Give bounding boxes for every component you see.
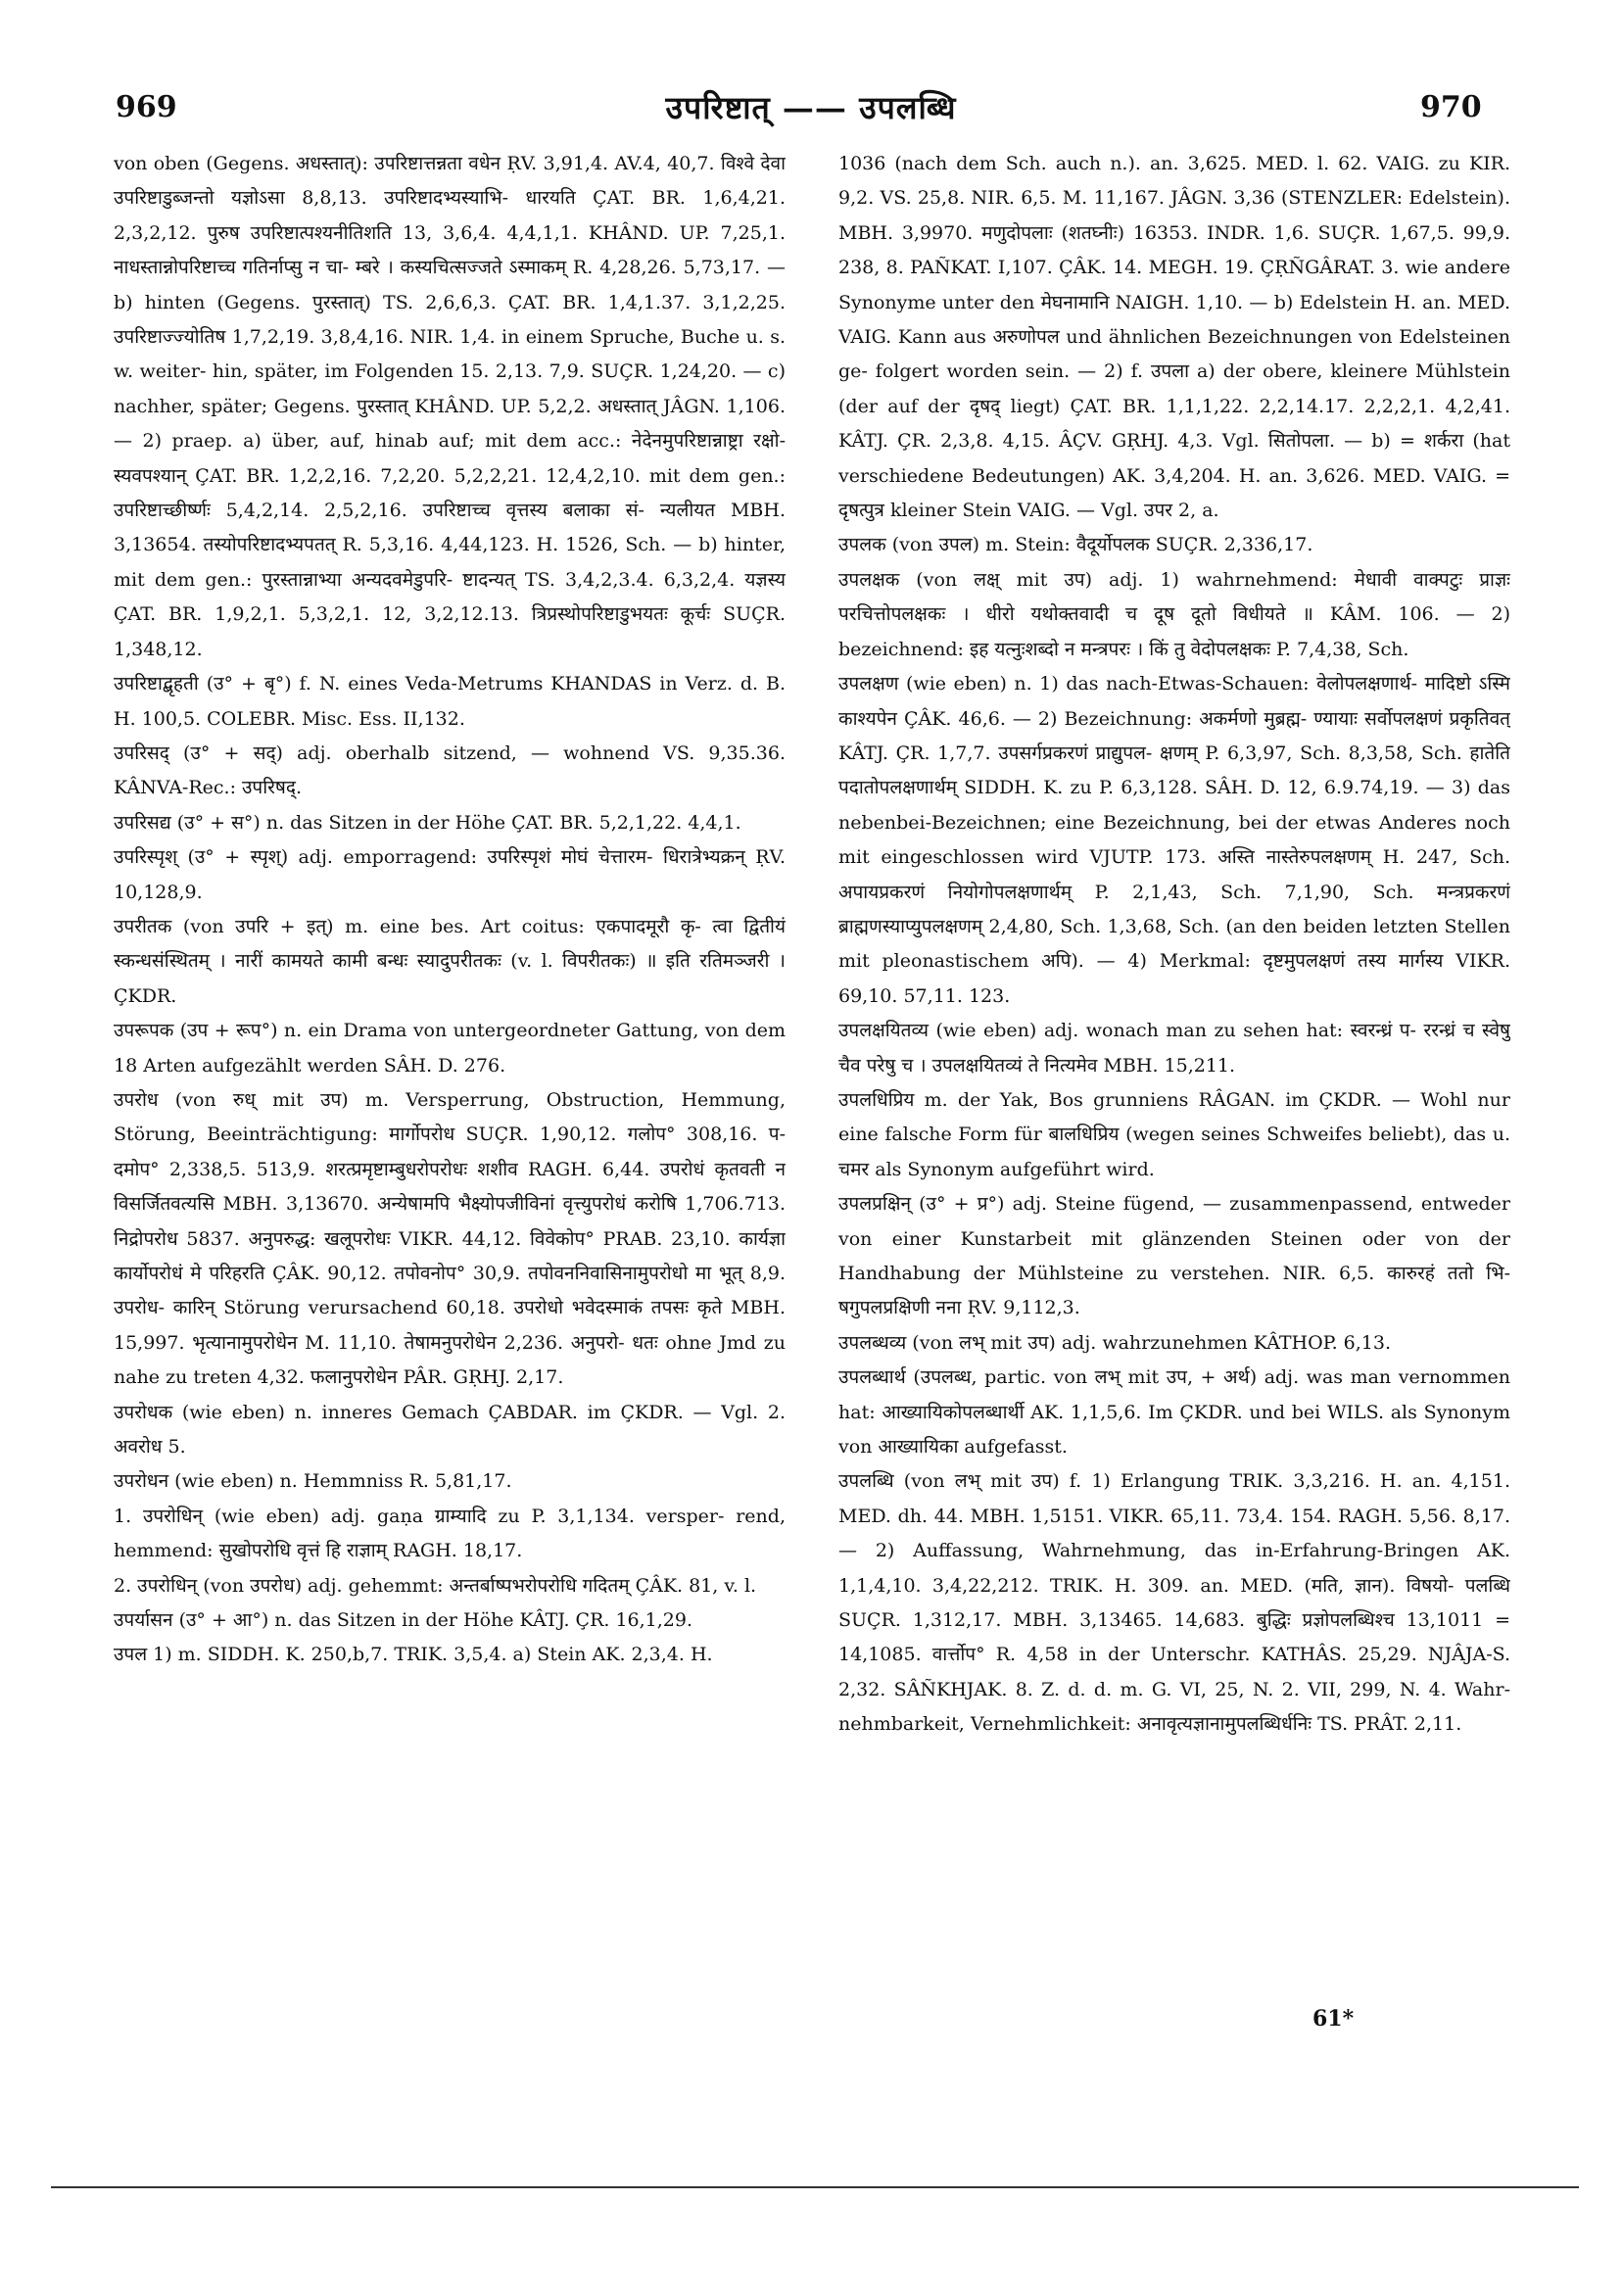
dictionary-entry: उपरीतक (von उपरि + इत्) m. eine bes. Art coitus: एकपादमूरौ कृ- त्वा द्वितीयं स्कन्धसंस्थितम् । नारीं कामयते कामी बन्धः स्यादुपरीतकः (v. l. विपरीतकः) ॥ इति रतिमञ्जरी । ÇKDR. xyxy=(114,915,786,1007)
dictionary-entry: उपलधिप्रिय m. der Yak, Bos grunniens RÂGAN. im ÇKDR. — Wohl nur eine falsche Form für बालधिप्रिय (wegen seines Schweifes beliebt), das u. चमर als Synonym aufgeführt wird. xyxy=(838,1088,1510,1180)
running-head: उपरिष्टात् —— उपलब्धि xyxy=(665,89,957,126)
signature-mark: 61* xyxy=(1312,2006,1355,2032)
right-column xyxy=(838,147,1510,2037)
dictionary-entry: उपरोध (von रुध् mit उप) m. Versperrung, Obstruction, Hemmung, Störung, Beeinträchtigung: मार्गोपरोध SUÇR. 1,90,12. गलोप° 308,16. प- दमोप° 2,338,5. 513,9. शरत्प्रमृष्टाम्बुधरोपरोधः शशीव RAGH. 6,44. उपरोधं कृतवती न विसर्जितवत्यसि MBH. 3,13670. अन्येषामपि भैक्ष्योपजीविनां वृत्त्युपरोधं करोषि 1,706.713. निद्रोपरोध 5837. अनुपरुद्ध: खलूपरोधः VIKR. 44,12. विवेकोप° PRAB. 23,10. कार्यज्ञा कार्योपरोधं मे परिहरति ÇÂK. 90,12. तपोवनोप° 30,9. तपोवननिवासिनामुपरोधो मा भूत् 8,9. उपरोध- कारिन् Störung verursachend 60,18. उपरोधो भवेदस्माकं तपसः कृते MBH. 15,997. भृत्यानामुपरोधेन M. 11,10. तेषामनुपरोधेन 2,236. अनुपरो- धतः ohne Jmd zu nahe zu treten 4,32. फलानुपरोधेन PÂR. GṚHJ. 2,17. xyxy=(114,1088,786,1389)
dictionary-entry: उपरोधन (wie eben) n. Hemmniss R. 5,81,17. xyxy=(114,1470,512,1493)
dictionary-entry: उपरिष्टाद्बृहती (उ° + बृ°) f. N. eines Veda-Metrums KHANDAS in Verz. d. B. H. 100,5. COLEBR. Misc. Ess. II,132. xyxy=(114,673,786,730)
dictionary-entry: उपरिसद्य (उ° + स°) n. das Sitzen in der Höhe ÇAT. BR. 5,2,1,22. 4,4,1. xyxy=(114,811,741,834)
dictionary-entry: उपरिसद् (उ° + सद्) adj. oberhalb sitzend, — wohnend VS. 9,35.36. KÂNVA-Rec.: उपरिषद्. xyxy=(114,741,786,799)
left-page-number: 969 xyxy=(116,90,177,124)
dictionary-entry: उपरूपक (उप + रूप°) n. ein Drama von untergeordneter Gattung, von dem 18 Arten aufgezählt werden SÂH. D. 276. xyxy=(114,1020,786,1076)
dictionary-entry: 1. उपरोधिन् (wie eben) adj. gaṇa ग्राम्यादि zu P. 3,1,134. versper- rend, hemmend: सुखोपरोधि वृत्तं हि राज्ञाम् RAGH. 18,17. xyxy=(114,1505,786,1562)
dictionary-entry: उपलब्धव्य (von लभ् mit उप) adj. wahrzunehmen KÂTHOP. 6,13. xyxy=(838,1331,1392,1354)
bottom-rule xyxy=(51,2186,1579,2188)
dictionary-entry: उपलक्षयितव्य (wie eben) adj. wonach man zu sehen hat: स्वरन्ध्रं प- ररन्ध्रं च स्वेषु चैव परेषु च । उपलक्षयितव्यं ते नित्यमेव MBH. 15,211. xyxy=(838,1020,1510,1076)
dictionary-entry: उपल 1) m. SIDDH. K. 250,b,7. TRIK. 3,5,4. a) Stein AK. 2,3,4. H. xyxy=(114,1644,713,1666)
dictionary-entry: 1036 (nach dem Sch. auch n.). an. 3,625. MED. l. 62. VAIG. zu KIR. 9,2. VS. 25,8. NIR. 6,5. M. 11,167. JÂGN. 3,36 (STENZLER: Edelstein). MBH. 3,9970. मणुदोपलाः (शतघ्नीः) 16353. INDR. 1,6. SUÇR. 1,67,5. 99,9. 238, 8. PAÑKAT. I,107. ÇÂK. 14. MEGH. 19. ÇṚÑGÂRAT. 3. wie andere Synonyme unter den मेघनामानि NAIGH. 1,10. — b) Edelstein H. an. MED. VAIG. Kann aus अरुणोपल und ähnlichen Bezeichnungen von Edelsteinen ge- folgert worden sein. — 2) f. उपला a) der obere, kleinere Mühlstein (der auf der दृषद् liegt) ÇAT. BR. 1,1,1,22. 2,2,14.17. 2,2,2,1. 4,2,41. KÂTJ. ÇR. 2,3,8. 4,15. ÂÇV. GṚHJ. 4,3. Vgl. सितोपला. — b) = शर्करा (hat verschiedene Bedeutungen) AK. 3,4,204. H. an. 3,626. MED. VAIG. = दृषत्पुत्र kleiner Stein VAIG. — Vgl. उपर 2, a. xyxy=(838,153,1510,522)
dictionary-entry: उपलक्षक (von लक्ष् mit उप) adj. 1) wahrnehmend: मेधावी वाक्पटुः प्राज्ञः परचित्तोपलक्षकः । धीरो यथोक्तवादी च दूष दूतो विधीयते ॥ KÂM. 106. — 2) bezeichnend: इह यत्नुःशब्दो न मन्त्रपरः । किं तु वेदोपलक्षकः P. 7,4,38, Sch. xyxy=(838,568,1510,660)
dictionary-entry: उपलप्रक्षिन् (उ° + प्र°) adj. Steine fügend, — zusammenpassend, entweder von einer Kunstarbeit mit glänzenden Steinen oder von der Handhabung der Mühlsteine zu verstehen. NIR. 6,5. कारुरहं ततो भि- षगुपलप्रक्षिणी नना ṚV. 9,112,3. xyxy=(838,1193,1510,1319)
dictionary-entry: उपलक्षण (wie eben) n. 1) das nach-Etwas-Schauen: वेलोपलक्षणार्थ- मादिष्टो ऽस्मि काश्यपेन ÇÂK. 46,6. — 2) Bezeichnung: अकर्मणो मुब्रह्म- ण्यायाः सर्वोपलक्षणं प्रकृतिवत् KÂTJ. ÇR. 1,7,7. उपसर्गप्रकरणं प्राद्युपल- क्षणम् P. 6,3,97, Sch. 8,3,58, Sch. हातेति पदातोपलक्षणार्थम् SIDDH. K. zu P. 6,3,128. SÂH. D. 12, 6.9.74,19. — 3) das nebenbei-Bezeichnen; eine Bezeichnung, bei der etwas Anderes noch mit eingeschlossen wird VJUTP. 173. अस्ति नास्तेरुपलक्षणम् H. 247, Sch. अपायप्रकरणं नियोगोपलक्षणार्थम् P. 2,1,43, Sch. 7,1,90, Sch. मन्त्रप्रकरणं ब्राह्मणस्याप्युपलक्षणम् 2,4,80, Sch. 1,3,68, Sch. (an den beiden letzten Stellen mit pleonastischem अपि). — 4) Merkmal: दृष्टमुपलक्षणं तस्य मार्गस्य VIKR. 69,10. 57,11. 123. xyxy=(838,673,1510,1007)
dictionary-entry: उपरिस्पृश् (उ° + स्पृश्) adj. emporragend: उपरिस्पृशं मोघं चेत्तारम- धिरात्रेभ्यक्रन् ṚV. 10,128,9. xyxy=(114,846,786,903)
dictionary-entry: उपलक (von उपल) m. Stein: वैदूर्योपलक SUÇR. 2,336,17. xyxy=(838,534,1313,556)
dictionary-entry: उपलब्धार्थ (उपलब्ध, partic. von लभ् mit उप, + अर्थ) adj. was man vernommen hat: आख्यायिकोपलब्धार्थी AK. 1,1,5,6. Im ÇKDR. und bei WILS. als Synonym von आख्यायिका aufgefasst. xyxy=(838,1366,1510,1459)
right-page-number: 970 xyxy=(1420,90,1482,124)
dictionary-entry: उपलब्धि (von लभ् mit उप) f. 1) Erlangung TRIK. 3,3,216. H. an. 4,151. MED. dh. 44. MBH. 1,5151. VIKR. 65,11. 73,4. 154. RAGH. 5,56. 8,17. — 2) Auffassung, Wahrnehmung, das in-Erfahrung-Bringen AK. 1,1,4,10. 3,4,22,212. TRIK. H. 309. an. MED. (मति, ज्ञान). विषयो- पलब्धि SUÇR. 1,312,17. MBH. 3,13465. 14,683. बुद्धिः प्रज्ञोपलब्धिश्च 13,1011 = 14,1085. वार्त्तोप° R. 4,58 in der Unterschr. KATHÂS. 25,29. NJÂJA-S. 2,32. SÂÑKHJAK. 8. Z. d. d. m. G. VI, 25, N. 2. VII, 299, N. 4. Wahr- nehmbarkeit, Vernehmlichkeit: अनावृत्यज्ञानामुपलब्धिर्धनिः TS. PRÂT. 2,11. xyxy=(838,1470,1510,1736)
dictionary-entry: 2. उपरोधिन् (von उपरोध) adj. gehemmt: अन्तर्बाष्पभरोपरोधि गदितम् ÇÂK. 81, v. l. xyxy=(114,1574,757,1597)
dictionary-entry: उपर्यासन (उ° + आ°) n. das Sitzen in der Höhe KÂTJ. ÇR. 16,1,29. xyxy=(114,1609,693,1632)
dictionary-entry: von oben (Gegens. अधस्तात्): उपरिष्टात्तन्नता वधेन ṚV. 3,91,4. AV.4, 40,7. विश्वे देवा उपरिष्टाडुब्जन्तो यज्ञोऽसा 8,8,13. उपरिष्टादभ्यस्याभि- धारयति ÇAT. BR. 1,6,4,21. 2,3,2,12. पुरुष उपरिष्टात्पश्यनीतिशति 13, 3,6,4. 4,4,1,1. KHÂND. UP. 7,25,1. नाधस्तान्नोपरिष्टाच्च गतिर्नाप्सु न चा- म्बरे । कस्यचित्सज्जते ऽस्माकम् R. 4,28,26. 5,73,17. — b) hinten (Gegens. पुरस्तात्) TS. 2,6,6,3. ÇAT. BR. 1,4,1.37. 3,1,2,25. उपरिष्टाज्ज्योतिष 1,7,2,19. 3,8,4,16. NIR. 1,4. in einem Spruche, Buche u. s. w. weiter- hin, später, im Folgenden 15. 2,13. 7,9. SUÇR. 1,24,20. — c) nachher, später; Gegens. पुरस्तात् KHÂND. UP. 5,2,2. अधस्तात् JÂGN. 1,106. — 2) praep. a) über, auf, hinab auf; mit dem acc.: नेदेनमुपरिष्टान्नाष्ट्रा रक्षो- स्यवपश्यान् ÇAT. BR. 1,2,2,16. 7,2,20. 5,2,2,21. 12,4,2,10. mit dem gen.: उपरिष्टाच्छीर्ष्णः 5,4,2,14. 2,5,2,16. उपरिष्टाच्च वृत्तस्य बलाका सं- न्यलीयत MBH. 3,13654. तस्योपरिष्टादभ्यपतत् R. 5,3,16. 4,44,123. H. 1526, Sch. — b) hinter, mit dem gen.: पुरस्तान्नाभ्या अन्यदवमेडुपरि- ष्टादन्यत् TS. 3,4,2,3.4. 6,3,2,4. यज्ञस्य ÇAT. BR. 1,9,2,1. 5,3,2,1. 12, 3,2,12.13. त्रिप्रस्थोपरिष्टाडुभयतः कूर्चः SUÇR. 1,348,12. xyxy=(114,153,786,660)
left-column xyxy=(114,147,786,2037)
dictionary-entry: उपरोधक (wie eben) n. inneres Gemach ÇABDAR. im ÇKDR. — Vgl. 2. अवरोध 5. xyxy=(114,1401,786,1459)
